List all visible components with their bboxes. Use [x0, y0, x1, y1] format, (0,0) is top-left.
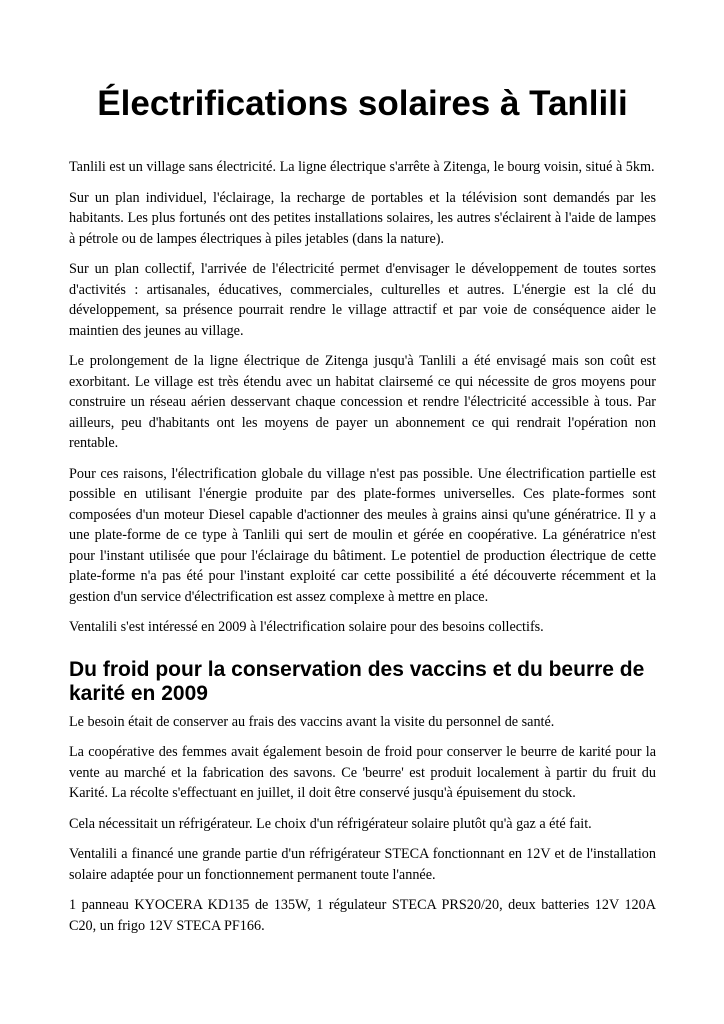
intro-paragraph: Pour ces raisons, l'électrification globale du village n'est pas possible. Une électrification partielle est possible en utilisant l'énergie produite par des plate-formes universelles. Ces plate-formes sont composées d'un moteur Diesel capable d'actionner des meules à grains ainsi qu'une génératrice. Il y a une plate-forme de ce type à Tanlili qui sert de moulin et gérée en coopérative. La génératrice n'est pour l'instant utilisée que pour l'éclairage du bâtiment. Le potentiel de production électrique de cette plate-forme n'a pas été pour l'instant exploité car cette possibilité a été découverte récemment et la gestion d'un service d'électrification est assez complexe à mettre en place.	[69, 465, 656, 605]
section-paragraph: Le besoin était de conserver au frais des vaccins avant la visite du personnel de santé.	[69, 713, 555, 730]
section-paragraph: 1 panneau KYOCERA KD135 de 135W, 1 régulateur STECA PRS20/20, deux batteries 12V 120A C20, un frigo 12V STECA PF166.	[69, 897, 656, 934]
intro-section	[69, 157, 656, 638]
intro-paragraph: Sur un plan collectif, l'arrivée de l'électricité permet d'envisager le développement de toutes sortes d'activités : artisanales, éducatives, commerciales, culturelles et autres. L'énergie est la clé du développement, sa présence pourrait rendre le village attractif et par voie de conséquence aider le maintien des jeunes au village.	[69, 261, 656, 339]
intro-paragraph: Sur un plan individuel, l'éclairage, la recharge de portables et la télévision sont demandés par les habitants. Les plus fortunés ont des petites installations solaires, les autres s'éclairent à l'aide de lampes à pétrole ou de lampes électriques à piles jetables (dans la nature).	[69, 189, 656, 247]
section-paragraph: Cela nécessitait un réfrigérateur. Le choix d'un réfrigérateur solaire plutôt qu'à gaz a été fait.	[69, 815, 592, 832]
intro-paragraph: Tanlili est un village sans électricité. La ligne électrique s'arrête à Zitenga, le bourg voisin, situé à 5km.	[69, 159, 655, 175]
section-heading: Du froid pour la conservation des vaccins et du beurre de karité en 2009	[69, 657, 645, 705]
section-paragraph: La coopérative des femmes avait également besoin de froid pour conserver le beurre de karité pour la vente au marché et la fabrication des savons. Ce 'beurre' est produit localement à partir du fruit du Karité. La récolte s'effectuant en juillet, il doit être conservé jusqu'à épuisement du stock.	[69, 744, 656, 801]
document-page	[69, 0, 656, 946]
section-body	[69, 712, 656, 937]
page-title: Électrifications solaires à Tanlili	[97, 84, 628, 123]
section-paragraph: Ventalili a financé une grande partie d'un réfrigérateur STECA fonctionnant en 12V et de l'installation solaire adaptée pour un fonctionnement permanent toute l'année.	[69, 846, 656, 883]
intro-paragraph: Ventalili s'est intéressé en 2009 à l'électrification solaire pour des besoins collectifs.	[69, 619, 544, 635]
intro-paragraph: Le prolongement de la ligne électrique de Zitenga jusqu'à Tanlili a été envisagé mais son coût est exorbitant. Le village est très étendu avec un habitat clairsemé ce qui nécessite de gros moyens pour construire un réseau aérien desservant chaque concession et rendre l'électricité accessible à tous. Par ailleurs, peu d'habitants ont les moyens de payer un abonnement ce qui rendrait l'opération non rentable.	[69, 353, 656, 451]
